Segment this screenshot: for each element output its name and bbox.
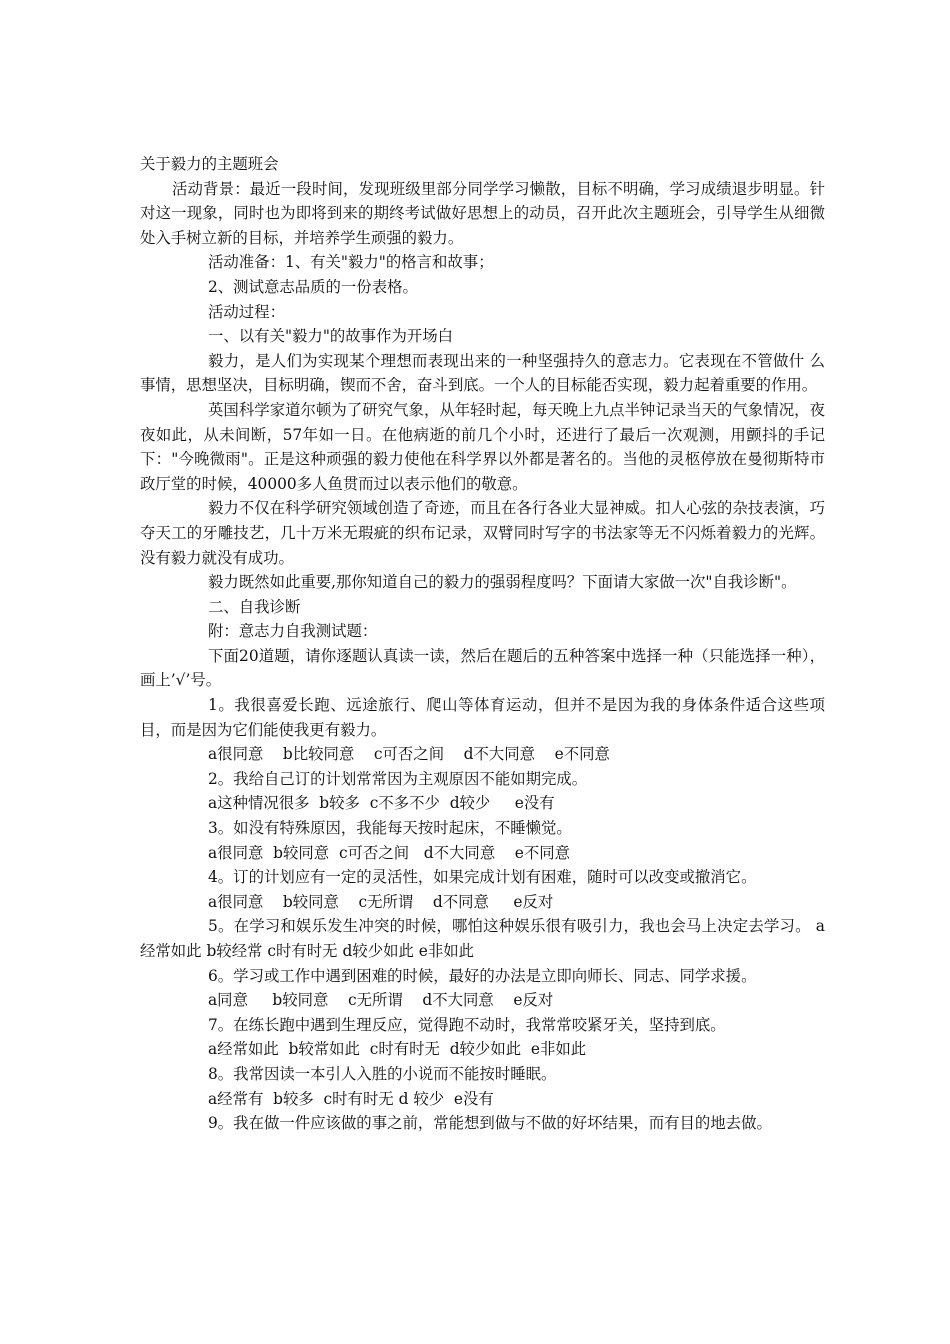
activity-prep-1: 活动准备：1、有关"毅力"的格言和故事； [208, 253, 494, 272]
question-3: 3。如没有特殊原因，我能每天按时起床，不睡懒觉。 [208, 819, 572, 838]
paragraph-self-diagnosis-intro: 毅力既然如此重要,那你知道自己的毅力的强弱程度吗？下面请大家做一次"自我诊断"。 [208, 573, 797, 592]
question-7: 7。在练长跑中遇到生理反应，觉得跑不动时，我常常咬紧牙关，坚持到底。 [208, 1015, 726, 1034]
question-4-options: a很同意 b较同意 c无所谓 d不同意 e反对 [208, 892, 554, 911]
attachment-title: 附：意志力自我测试题： [208, 622, 378, 641]
question-3-options: a很同意 b较同意 c可否之间 d不大同意 e不同意 [208, 843, 571, 862]
question-8: 8。我常因读一本引人入胜的小说而不能按时睡眠。 [208, 1064, 557, 1083]
section-1-heading: 一、以有关"毅力"的故事作为开场白 [208, 327, 454, 346]
document-page [140, 152, 825, 1136]
test-instructions: 下面20道题，请你逐题认真读一读，然后在题后的五种答案中选择一种（只能选择一种），画上’√’号。 [140, 646, 825, 690]
doc-title: 关于毅力的主题班会 [140, 155, 279, 173]
question-1: 1。我很喜爱长跑、远途旅行、爬山等体育运动，但并不是因为我的身体条件适合这些项目，而是因为它们能使我更有毅力。 [140, 696, 825, 739]
question-8-options: a经常有 b较多 c时有时无 d 较少 e没有 [208, 1089, 494, 1108]
activity-background: 活动背景：最近一段时间，发现班级里部分同学学习懒散，目标不明确，学习成绩退步明显。针对这一现象，同时也为即将到来的期终考试做好思想上的动员，召开此次主题班会，引导学生从细微处入手树立新的目标，并培养学生顽强的毅力。 [140, 179, 825, 247]
section-2-heading: 二、自我诊断 [208, 597, 301, 616]
question-6-options: a同意 b较同意 c无所谓 d不大同意 e反对 [208, 991, 554, 1010]
paragraph-miracles: 毅力不仅在科学研究领域创造了奇迹，而且在各行各业大显神威。扣人心弦的杂技表演，巧夺天工的牙雕技艺，几十万米无瑕疵的织布记录，双臂同时写字的书法家等无不闪烁着毅力的光辉。没有毅力就没有成功。 [140, 499, 825, 567]
question-2: 2。我给自己订的计划常常因为主观原因不能如期完成。 [208, 769, 588, 788]
question-2-options: a这种情况很多 b较多 c不多不少 d较少 e没有 [208, 794, 555, 813]
question-6: 6。学习或工作中遇到困难的时候，最好的办法是立即向师长、同志、同学求援。 [208, 966, 757, 985]
activity-process: 活动过程： [208, 302, 285, 321]
paragraph-dalton: 英国科学家道尔顿为了研究气象，从年轻时起，每天晚上九点半钟记录当天的气象情况，夜夜如此，从未间断，57年如一日。在他病逝的前几个小时，还进行了最后一次观测，用颤抖的手记下："今晚微雨"。正是这种顽强的毅力使他在科学界以外都是著名的。当他的灵柩停放在曼彻斯特市政厅堂的时候，40000多人鱼贯而过以表示他们的敬意。 [140, 400, 825, 493]
paragraph-perseverance: 毅力，是人们为实现某个理想而表现出来的一种坚强持久的意志力。它表现在不管做什 么事情，思想坚决，目标明确，锲而不舍，奋斗到底。一个人的目标能否实现，毅力起着重要的作用。 [140, 351, 825, 395]
question-4: 4。订的计划应有一定的灵活性，如果完成计划有困难，随时可以改变或撤消它。 [208, 868, 757, 887]
question-5: 5。在学习和娱乐发生冲突的时候，哪怕这种娱乐很有吸引力，我也会马上决定去学习。 a经常如此 b较经常 c时有时无 d较少如此 e非如此 [140, 917, 825, 960]
question-1-options: a很同意 b比较同意 c可否之间 d不大同意 e不同意 [208, 745, 610, 764]
activity-prep-2: 2、测试意志品质的一份表格。 [208, 277, 418, 296]
question-7-options: a经常如此 b较常如此 c时有时无 d较少如此 e非如此 [208, 1040, 587, 1059]
question-9: 9。我在做一件应该做的事之前，常能想到做与不做的好坏结果，而有目的地去做。 [208, 1114, 772, 1133]
